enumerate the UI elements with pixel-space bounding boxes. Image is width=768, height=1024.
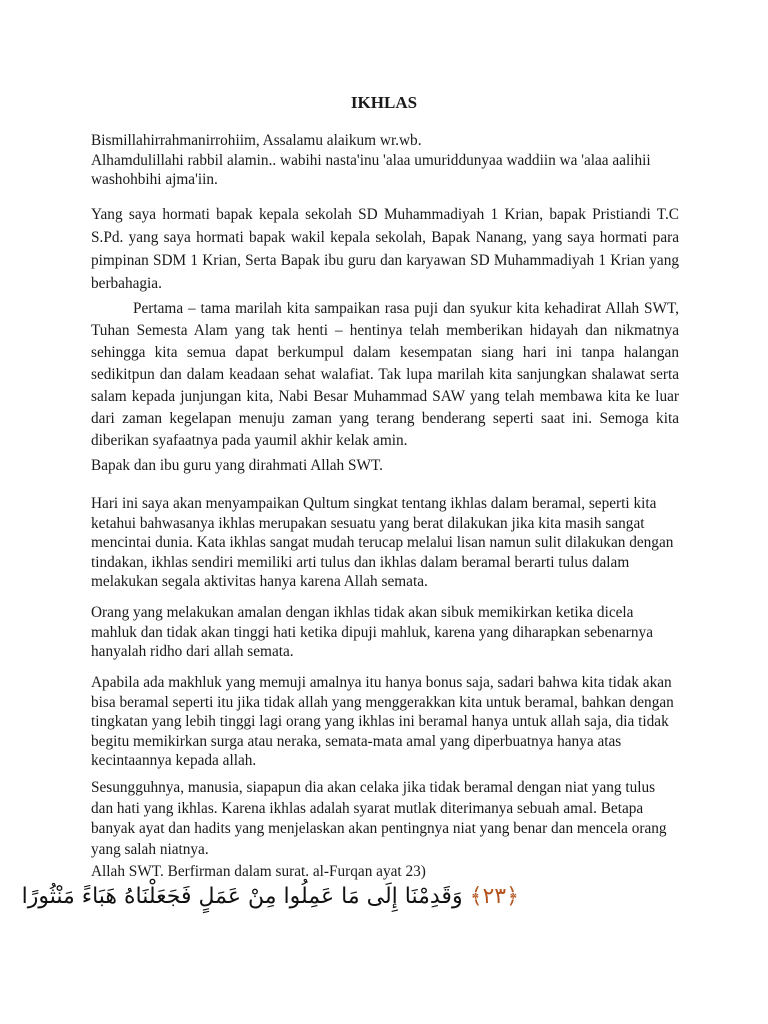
verse-number-marker: ﴿٢٣﴾ bbox=[469, 884, 519, 909]
verse-reference: Allah SWT. Berfirman dalam surat. al-Furqan ayat 23) bbox=[91, 863, 426, 880]
paragraph-apabila: Apabila ada makhluk yang memuji amalnya itu hanya bonus saja, sadari bahwa kita tidak akan bisa beramal seperti itu jika tidak allah yang menggerakkan kita untuk beramal, bahkan dengan tingkatan yang lebih tinggi lagi orang yang ikhlas ini beramal hanya untuk allah saja, dia tidak begitu memikirkan surga atau neraka, semata-mata amal yang diperbuatnya hanya atas kecintaannya kepada allah. bbox=[91, 674, 674, 769]
paragraph-hari-ini: Hari ini saya akan menyampaikan Qultum singkat tentang ikhlas dalam beramal, seperti kita ketahui bahwasanya ikhlas merupakan sesuatu yang berat dilakukan jika kita masih sangat mencintai dunia. Kata ikhlas sangat mudah terucap melalui lisan namun sulit dilakukan dengan tindakan, ikhlas sendiri memiliki arti tulus dan ikhlas dalam beramal berarti tulus dalam melakukan segala aktivitas hanya karena Allah semata. bbox=[91, 495, 674, 590]
paragraph-sesungguhnya: Sesungguhnya, manusia, siapapun dia akan celaka jika tidak beramal dengan niat yang tulus dan hati yang ikhlas. Karena ikhlas adalah syarat mutlak diterimanya sebuah amal. Betapa banyak ayat dan hadits yang menjelaskan akan pentingnya niat yang benar dan mencela orang yang salah niatnya. bbox=[91, 779, 667, 858]
paragraph-orang: Orang yang melakukan amalan dengan ikhlas tidak akan sibuk memikirkan ketika dicela mahluk dan tidak akan tinggi hati ketika dipuji mahluk, karena yang diharapkan sebenarnya hanyalah ridho dari allah semata. bbox=[91, 604, 653, 660]
opening-praise-paragraph: Pertama – tama marilah kita sampaikan rasa puji dan syukur kita kehadirat Allah SWT, Tuhan Semesta Alam yang tak henti – hentinya telah memberikan hidayah dan nikmatnya sehingga kita semua dapat berkumpul dalam kesempatan siang hari ini tanpa halangan sedikitpun dan dalam keadaan sehat walafiat. Tak lupa marilah kita sanjungkan shalawat serta salam kepada junjungan kita, Nabi Besar Muhammad SAW yang telah membawa kita ke luar dari zaman kegelapan menuju zaman yang terang benderang seperti saat ini. Semoga kita diberikan syafaatnya pada yaumil akhir kelak amin. bbox=[91, 300, 679, 449]
verse-arabic-text: وَقَدِمْنَا إِلَى مَا عَمِلُوا مِنْ عَمَلٍ فَجَعَلْنَاهُ هَبَاءً مَنْثُورًا bbox=[21, 884, 463, 909]
arabic-verse bbox=[21, 877, 519, 917]
address-line: Bapak dan ibu guru yang dirahmati Allah SWT. bbox=[91, 457, 383, 474]
opening-salutation: Bismillahirrahmanirrohiim, Assalamu alaikum wr.wb. Alhamdulillahi rabbil alamin.. wabihi nasta'inu 'alaa umuriddunyaa waddiin wa 'alaa aalihii washohbihi ajma'iin. bbox=[91, 132, 651, 188]
greeting-paragraph: Yang saya hormati bapak kepala sekolah SD Muhammadiyah 1 Krian, bapak Pristiandi T.C S.Pd. yang saya hormati bapak wakil kepala sekolah, Bapak Nanang, yang saya hormati para pimpinan SDM 1 Krian, Serta Bapak ibu guru dan karyawan SD Muhammadiyah 1 Krian yang berbahagia. bbox=[91, 206, 679, 292]
document-title: IKHLAS bbox=[350, 93, 418, 112]
